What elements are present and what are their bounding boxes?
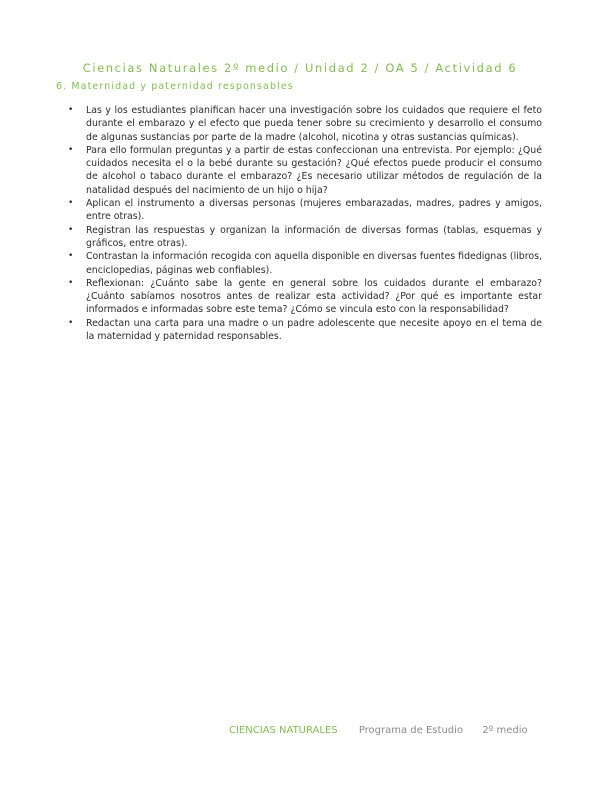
footer-level: 2º medio <box>482 725 528 736</box>
bullet-icon: • <box>68 198 74 209</box>
section-title: 6. Maternidad y paternidad responsables <box>56 81 294 92</box>
bullet-icon: • <box>68 224 74 235</box>
list-item-text: Reflexionan: ¿Cuánto sabe la gente en general sobre los cuidados durante el embarazo? ¿Cuánto sabíamos nosotros antes de realizar esta actividad? ¿Por qué es importante estar informados e informadas sobre este tema? ¿Cómo se vincula esto con la responsabilidad? <box>86 277 542 316</box>
page-footer <box>229 725 528 736</box>
bullet-icon: • <box>68 251 74 262</box>
list-item <box>68 250 542 277</box>
list-item <box>68 104 542 144</box>
list-item <box>68 317 542 344</box>
bullet-icon: • <box>68 105 74 115</box>
footer-program: Programa de Estudio <box>358 725 464 736</box>
page-header-title: Ciencias Naturales 2º medio / Unidad 2 / OA 5 / Actividad 6 <box>82 61 518 75</box>
footer-subject: CIENCIAS NATURALES <box>229 725 338 736</box>
activity-steps-list <box>68 104 542 343</box>
list-item-text: Registran las respuestas y organizan la información de diversas formas (tablas, esquemas y gráficos, entre otras). <box>86 224 542 249</box>
list-item <box>68 224 542 251</box>
list-item-text: Las y los estudiantes planifican hacer una investigación sobre los cuidados que requiere el feto durante el embarazo y el efecto que pueda tener sobre su crecimiento y desarrollo el consumo de algunas sustancias por parte de la madre (alcohol, nicotina y otras sustancias químicas). <box>86 105 542 143</box>
list-item <box>68 197 542 224</box>
list-item-text: Contrastan la información recogida con aquella disponible en diversas fuentes fidedignas (libros, enciclopedias, páginas web confiables). <box>86 251 542 276</box>
list-item <box>68 144 542 197</box>
list-item <box>68 277 542 317</box>
list-item-text: Redactan una carta para una madre o un padre adolescente que necesite apoyo en el tema de la maternidad y paternidad responsables. <box>86 317 542 343</box>
list-item-text: Para ello formulan preguntas y a partir de estas confeccionan una entrevista. Por ejemplo: ¿Qué cuidados necesita el o la bebé durante su gestación? ¿Qué efectos puede producir el consumo de alcohol o tabaco durante el embarazo? ¿Es necesario utilizar métodos de regulación de la natalidad después del nacimiento de un hijo o hija? <box>86 144 542 196</box>
bullet-icon: • <box>68 317 74 328</box>
list-item-text: Aplican el instrumento a diversas personas (mujeres embarazadas, madres, padres y amigos, entre otras). <box>86 198 542 223</box>
bullet-icon: • <box>68 144 74 155</box>
bullet-icon: • <box>68 277 74 288</box>
